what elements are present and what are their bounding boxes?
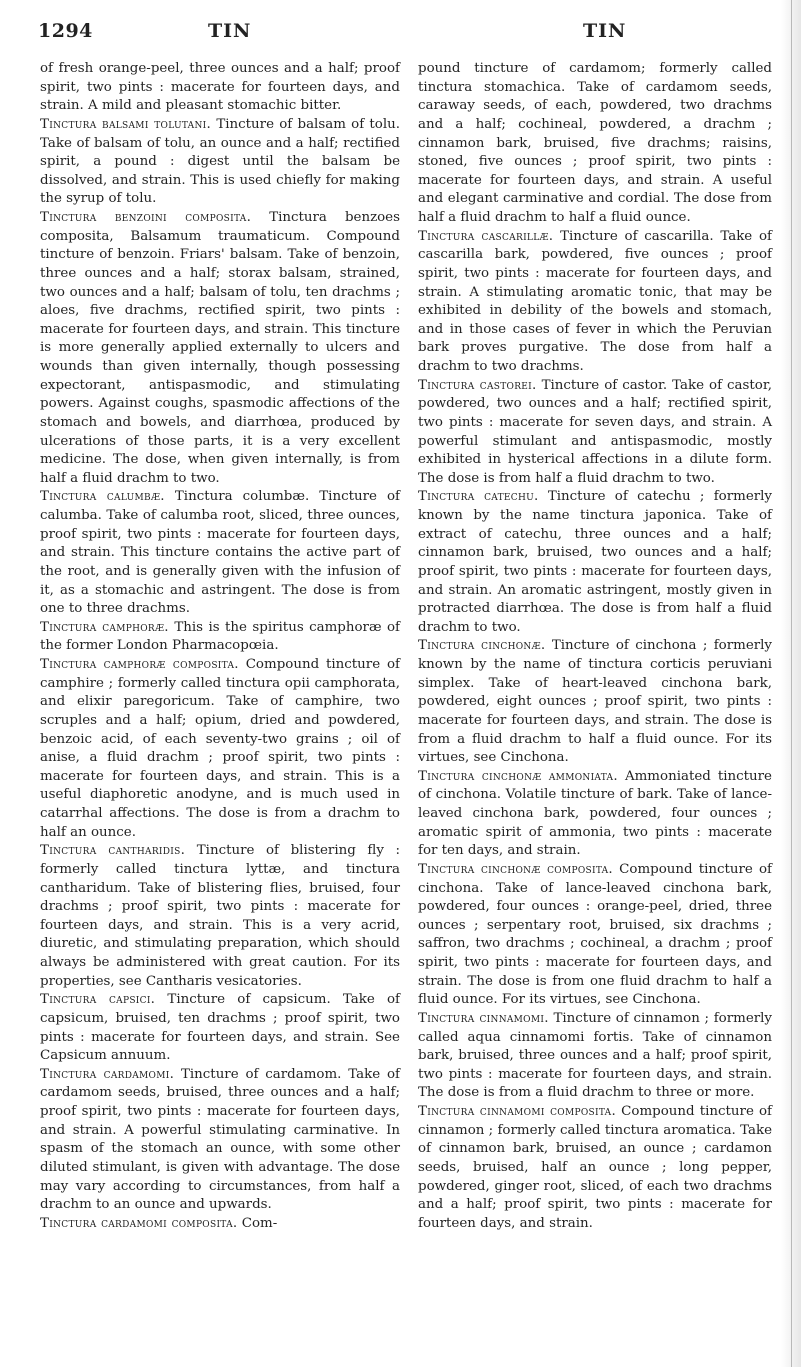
entry — [418, 861, 772, 1010]
entry-head: Tinctura cinnamomi composita. — [418, 1104, 617, 1119]
running-head-right: TIN — [583, 20, 627, 42]
entry — [40, 209, 400, 488]
entry-head: Tinctura cantharidis. — [40, 843, 186, 859]
entry — [418, 377, 772, 489]
entry-head: Tinctura capsici. — [40, 992, 156, 1008]
entry — [40, 1066, 400, 1215]
entry-head: Tinctura camphoræ composita. — [40, 657, 239, 672]
entry — [418, 1010, 772, 1103]
entry — [40, 619, 400, 656]
entry-text: pound tincture of cardamom; formerly called tinctura stomachica. Take of cardamom seeds, caraway seeds, of each, powdered, two drachms and a half; cochineal, powdered, a drachm ; cinnamon bark, bruised, five drachms; raisins, stoned, five ounces ; proof spirit, two pints : macerate for fourteen days, and strain. A useful and elegant carminative and cordial. The dose from half a fluid drachm to half a fluid ounce. — [418, 61, 772, 225]
entry-text: Tincture of cascarilla. Take of cascarilla bark, powdered, five ounces ; proof spirit, two pints : macerate for fourteen days, and strain. A stimulating aromatic tonic, that may be exhibited in debility of the bowels and stomach, and in those cases of fever in which the Peruvian bark proves purgative. The dose from half a drachm to two drachms. — [418, 228, 772, 374]
entry — [40, 116, 400, 209]
page-gutter-line — [791, 0, 792, 1367]
entry-text: Tincture of blistering fly : formerly called tinctura lyttæ, and tinctura cantharidum. Take of blistering flies, bruised, four drachms ; proof spirit, two pints : macerate for fourteen days, and strain. This is a very acrid, diuretic, and stimulating preparation, which should always be administered with great caution. For its properties, see Cantharis vesicatories. — [40, 843, 400, 989]
entry — [40, 60, 400, 116]
entry-head: Tinctura cinchonæ. — [418, 638, 546, 654]
entry-text: Ammoniated tincture of cinchona. Volatile tincture of bark. Take of lance-leaved cinchona bark, powdered, four ounces ; aromatic spirit of ammonia, two pints : macerate for ten days, and strain. — [418, 768, 772, 859]
entry-head: Tinctura cascarillæ. — [418, 228, 554, 244]
entry — [40, 842, 400, 991]
page-number: 1294 — [38, 20, 93, 42]
entry — [418, 768, 772, 861]
entry-head: Tinctura cinchonæ ammoniata. — [418, 768, 618, 784]
entry — [418, 1103, 772, 1233]
entry-head: Tinctura cinnamomi. — [418, 1010, 549, 1026]
entry — [40, 1215, 400, 1234]
entry-head: Tinctura balsami tolutani. — [40, 116, 212, 132]
entry-head: Tinctura calumbæ. — [40, 489, 165, 505]
right-column — [418, 60, 772, 1233]
entry-text: This is the spiritus camphoræ of the former London Pharmacopœia. — [40, 619, 400, 654]
entry-text: Tincture of balsam of tolu. Take of balsam of tolu, an ounce and a half; rectified spirit, a pound : digest until the balsam be dissolved, and strain. This is used chiefly for making the syrup of tolu. — [40, 116, 400, 207]
entry-text: Compound tincture of cinnamon ; formerly called tinctura aromatica. Take of cinnamon bark, bruised, an ounce ; cardamon seeds, bruised, half an ounce ; long pepper, powdered, ginger root, sliced, of each two drachms and a half; proof spirit, two pints : macerate for fourteen days, and strain. — [418, 1104, 773, 1231]
entry-text: of fresh orange-peel, three ounces and a half; proof spirit, two pints : macerate for fourteen days, and strain. A mild and pleasant stomachic bitter. — [40, 61, 400, 114]
entry-text: Compound tincture of cinchona. Take of lance-leaved cinchona bark, powdered, four ounces : orange-peel, dried, three ounces ; serpentary root, bruised, six drachms ; saffron, two drachms ; cochineal, a drachm ; proof spirit, two pints : macerate for fourteen days, and strain. The dose is from one fluid drachm to half a fluid ounce. For its virtues, see Cinchona. — [418, 861, 772, 1008]
entry-text: Tinctura columbæ. Tincture of calumba. Take of calumba root, sliced, three ounces, proof spirit, two pints : macerate for fourteen days, and strain. This tincture contains the active part of the root, and is generally given with the infusion of it, as a stomachic and astringent. The dose is from one to three drachms. — [40, 489, 400, 617]
page-header — [0, 20, 801, 50]
entry-text: Tincture of cinnamon ; formerly called aqua cinnamomi fortis. Take of cinnamon bark, bruised, three ounces and a half; proof spirit, two pints : macerate for fourteen days, and strain. The dose is from a fluid drachm to three or more. — [418, 1010, 772, 1101]
entry — [418, 60, 772, 228]
entry-head: Tinctura castorei. — [418, 377, 537, 393]
left-column — [40, 60, 400, 1233]
entry-text: Tinctura benzoes composita, Balsamum traumaticum. Compound tincture of benzoin. Friars' balsam. Take of benzoin, three ounces and a half; storax balsam, strained, two ounces and a half; balsam of tolu, ten drachms ; aloes, five drachms, rectified spirit, two pints : macerate for fourteen days, and strain. This tincture is more generally applied externally to ulcers and wounds than given internally, though possessing expectorant, antispasmodic, and stimulating powers. Against coughs, spasmodic affections of the stomach and bowels, and diarrhœa, produced by ulcerations of those parts, it is a very excellent medicine. The dose, when given internally, is from half a fluid drachm to two. — [40, 210, 400, 486]
entry — [40, 488, 400, 618]
entry-text: Tincture of capsicum. Take of capsicum, bruised, ten drachms ; proof spirit, two pints : macerate for fourteen days, and strain. See Capsicum annuum. — [40, 992, 400, 1064]
entry-head: Tinctura cardamomi composita. — [40, 1215, 238, 1231]
entry-head: Tinctura camphoræ. — [40, 619, 169, 635]
entry-text: Tincture of catechu ; formerly known by the name tinctura japonica. Take of extract of catechu, three ounces and a half; cinnamon bark, bruised, two ounces and a half; proof spirit, two pints : macerate for fourteen days, and strain. An aromatic astringent, mostly given in protracted diarrhœa. The dose is from half a fluid drachm to two. — [418, 489, 772, 635]
entry-text: Com- — [241, 1215, 278, 1231]
entry — [40, 656, 400, 842]
entry-head: Tinctura benzoini composita. — [40, 210, 252, 225]
running-head-left: TIN — [208, 20, 252, 42]
entry-text: Tincture of cinchona ; formerly known by the name of tinctura corticis peruviani simplex. Take of heart-leaved cinchona bark, powdered, eight ounces ; proof spirit, two pints : macerate for fourteen days, and strain. The dose is from a fluid drachm to half a fluid ounce. For its virtues, see Cinchona. — [418, 638, 772, 766]
entry-text: Compound tincture of camphire ; formerly called tinctura opii camphorata, and elixir paregoricum. Take of camphire, two scruples and a half; opium, dried and powdered, benzoic acid, of each seventy-two grains ; oil of anise, a fluid drachm ; proof spirit, two pints : macerate for fourteen days, and strain. This is a useful diaphoretic anodyne, and is much used in catarrhal affections. The dose is from a drachm to half an ounce. — [40, 657, 401, 840]
entry-head: Tinctura catechu. — [418, 489, 539, 505]
entry — [418, 228, 772, 377]
entry — [418, 488, 772, 637]
entry-head: Tinctura cinchonæ composita. — [418, 861, 613, 877]
entry — [418, 637, 772, 767]
entry-text: Tincture of castor. Take of castor, powdered, two ounces and a half; rectified spirit, two pints : macerate for seven days, and strain. A powerful stimulant and antispasmodic, mostly exhibited in hysterical affections in a dilute form. The dose is from half a fluid drachm to two. — [418, 377, 773, 486]
entry-head: Tinctura cardamomi. — [40, 1066, 175, 1082]
entry — [40, 991, 400, 1066]
entry-text: Tincture of cardamom. Take of cardamom seeds, bruised, three ounces and a half; proof spirit, two pints : macerate for fourteen days, and strain. A powerful stimulating carminative. In spasm of the stomach an ounce, with some other diluted stimulant, is given with advantage. The dose may vary according to circumstances, from half a drachm to an ounce and upwards. — [40, 1066, 401, 1213]
